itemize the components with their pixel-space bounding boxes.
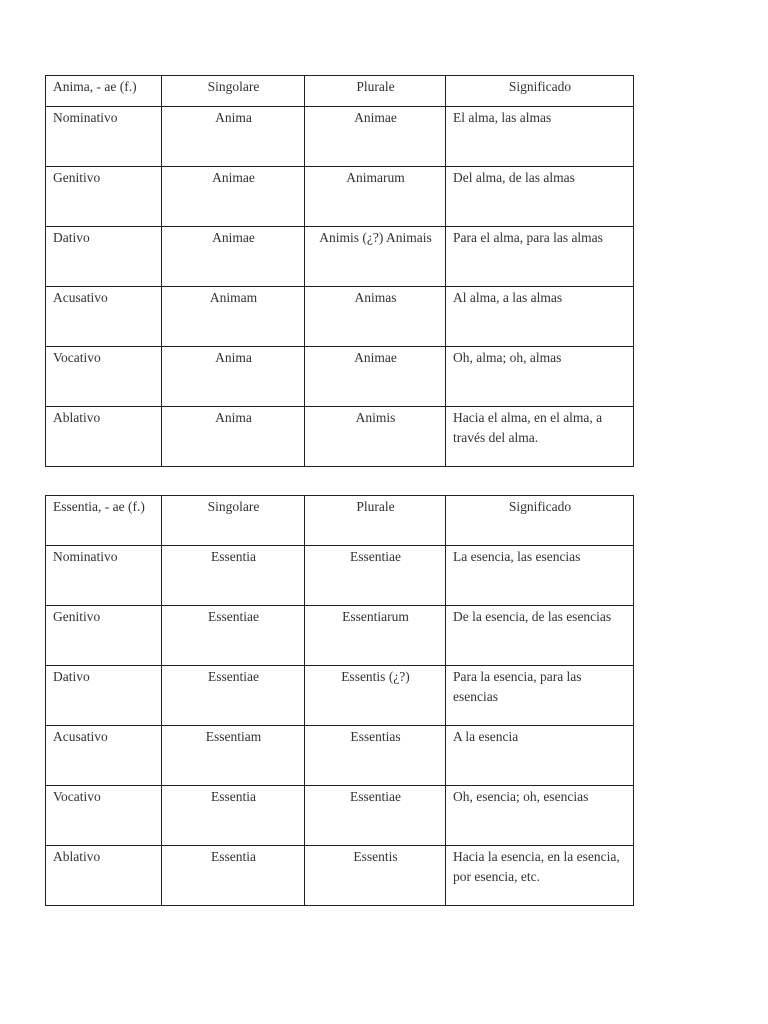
table-row <box>46 227 634 287</box>
plural-cell: Animae <box>305 347 446 407</box>
singular-header-cell: Singolare <box>162 496 305 546</box>
table-row <box>46 347 634 407</box>
meaning-cell: El alma, las almas <box>446 107 634 167</box>
case-cell: Nominativo <box>46 546 162 606</box>
table-row <box>46 546 634 606</box>
noun-header-cell: Essentia, - ae (f.) <box>46 496 162 546</box>
case-cell: Acusativo <box>46 726 162 786</box>
singular-cell: Animam <box>162 287 305 347</box>
plural-cell: Animis (¿?) Animais <box>305 227 446 287</box>
meaning-cell: Del alma, de las almas <box>446 167 634 227</box>
singular-cell: Anima <box>162 347 305 407</box>
plural-cell: Essentis <box>305 846 446 906</box>
plural-cell: Essentiarum <box>305 606 446 666</box>
singular-cell: Animae <box>162 227 305 287</box>
meaning-cell: Oh, esencia; oh, esencias <box>446 786 634 846</box>
case-cell: Genitivo <box>46 167 162 227</box>
table-row <box>46 287 634 347</box>
meaning-cell: Hacia la esencia, en la esencia, por esencia, etc. <box>446 846 634 906</box>
plural-header-cell: Plurale <box>305 496 446 546</box>
singular-cell: Essentiam <box>162 726 305 786</box>
case-cell: Ablativo <box>46 407 162 467</box>
table-row <box>46 666 634 726</box>
singular-cell: Essentia <box>162 846 305 906</box>
plural-cell: Essentias <box>305 726 446 786</box>
plural-cell: Essentis (¿?) <box>305 666 446 726</box>
noun-header-cell: Anima, - ae (f.) <box>46 76 162 107</box>
meaning-cell: De la esencia, de las esencias <box>446 606 634 666</box>
plural-cell: Animae <box>305 107 446 167</box>
case-cell: Dativo <box>46 227 162 287</box>
table-row <box>46 846 634 906</box>
meaning-cell: A la esencia <box>446 726 634 786</box>
declension-table-anima <box>45 75 634 467</box>
table-row <box>46 107 634 167</box>
case-cell: Genitivo <box>46 606 162 666</box>
case-cell: Nominativo <box>46 107 162 167</box>
meaning-cell: Para el alma, para las almas <box>446 227 634 287</box>
meaning-cell: Oh, alma; oh, almas <box>446 347 634 407</box>
case-cell: Acusativo <box>46 287 162 347</box>
table-row <box>46 407 634 467</box>
singular-cell: Essentia <box>162 786 305 846</box>
case-cell: Vocativo <box>46 786 162 846</box>
meaning-header-cell: Significado <box>446 496 634 546</box>
table-row <box>46 786 634 846</box>
table-row <box>46 606 634 666</box>
plural-cell: Animas <box>305 287 446 347</box>
table-row <box>46 167 634 227</box>
meaning-cell: Hacia el alma, en el alma, a través del alma. <box>446 407 634 467</box>
plural-cell: Essentiae <box>305 786 446 846</box>
singular-cell: Essentiae <box>162 606 305 666</box>
declension-table-essentia <box>45 495 634 906</box>
case-cell: Vocativo <box>46 347 162 407</box>
singular-cell: Essentia <box>162 546 305 606</box>
table-header-row <box>46 76 634 107</box>
singular-cell: Animae <box>162 167 305 227</box>
case-cell: Dativo <box>46 666 162 726</box>
plural-header-cell: Plurale <box>305 76 446 107</box>
plural-cell: Animarum <box>305 167 446 227</box>
plural-cell: Animis <box>305 407 446 467</box>
table-header-row <box>46 496 634 546</box>
singular-header-cell: Singolare <box>162 76 305 107</box>
meaning-header-cell: Significado <box>446 76 634 107</box>
table-row <box>46 726 634 786</box>
singular-cell: Anima <box>162 407 305 467</box>
plural-cell: Essentiae <box>305 546 446 606</box>
meaning-cell: La esencia, las esencias <box>446 546 634 606</box>
meaning-cell: Al alma, a las almas <box>446 287 634 347</box>
case-cell: Ablativo <box>46 846 162 906</box>
singular-cell: Anima <box>162 107 305 167</box>
meaning-cell: Para la esencia, para las esencias <box>446 666 634 726</box>
singular-cell: Essentiae <box>162 666 305 726</box>
